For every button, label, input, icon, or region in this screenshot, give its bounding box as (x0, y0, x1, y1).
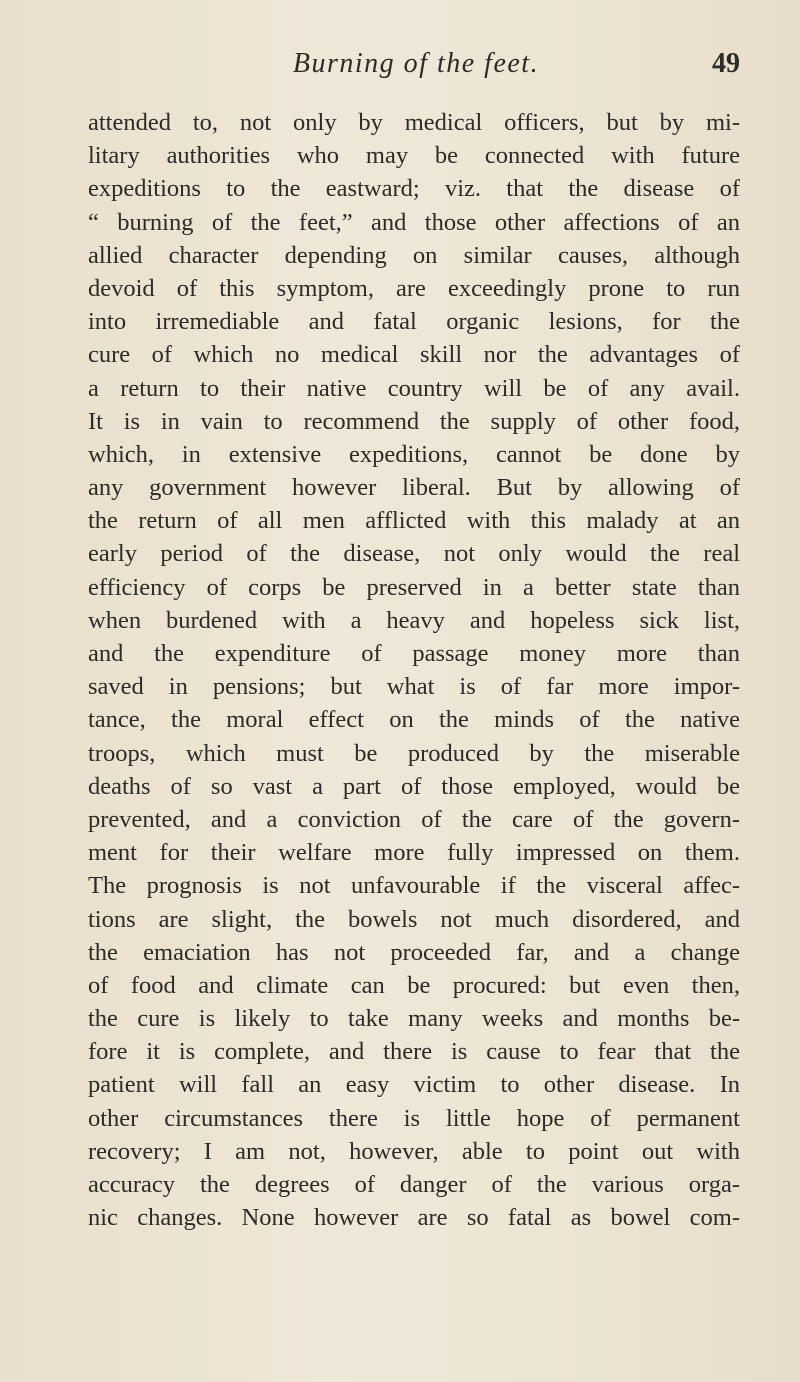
text-line: prevented, and a conviction of the care of the govern- (88, 805, 740, 833)
text-line: a return to their native country will be of any avail. (88, 374, 740, 402)
text-line: devoid of this symptom, are exceedingly prone to run (88, 274, 740, 302)
text-line: into irremediable and fatal organic lesions, for the (88, 308, 740, 336)
text-line: the return of all men afflicted with this malady at an (88, 507, 740, 535)
text-line: allied character depending on similar causes, although (88, 241, 740, 269)
text-line: fore it is complete, and there is cause to fear that the (88, 1038, 740, 1066)
text-line: of food and climate can be procured: but even then, (88, 971, 740, 999)
text-line: tions are slight, the bowels not much disordered, and (88, 905, 740, 933)
text-line: tance, the moral effect on the minds of the native (88, 706, 740, 734)
page-number: 49 (712, 48, 740, 79)
text-line: It is in vain to recommend the supply of other food, (88, 407, 740, 435)
text-line: early period of the disease, not only would the real (88, 540, 740, 568)
text-line: troops, which must be produced by the miserable (88, 739, 740, 767)
text-line: deaths of so vast a part of those employed, would be (88, 772, 740, 800)
text-line: “ burning of the feet,” and those other affections of an (88, 208, 740, 236)
text-line: when burdened with a heavy and hopeless sick list, (88, 606, 740, 634)
body-text (88, 106, 740, 1234)
text-line: the cure is likely to take many weeks and months be- (88, 1005, 740, 1033)
text-line: expeditions to the eastward; viz. that the disease of (88, 175, 740, 203)
text-line: ment for their welfare more fully impressed on them. (88, 839, 740, 867)
text-line: patient will fall an easy victim to other disease. In (88, 1071, 740, 1099)
text-line: accuracy the degrees of danger of the various orga- (88, 1171, 740, 1198)
text-line: attended to, not only by medical officers, but by mi- (88, 109, 740, 136)
text-line: the emaciation has not proceeded far, and a change (88, 938, 740, 966)
text-line: and the expenditure of passage money more than (88, 640, 740, 667)
text-line: litary authorities who may be connected with future (88, 142, 740, 170)
text-line: any government however liberal. But by allowing of (88, 474, 740, 502)
text-line: other circumstances there is little hope of permanent (88, 1104, 740, 1132)
text-line: cure of which no medical skill nor the advantages of (88, 341, 740, 369)
text-line: which, in extensive expeditions, cannot be done by (88, 440, 740, 468)
text-line: saved in pensions; but what is of far more impor- (88, 673, 740, 701)
text-line: efficiency of corps be preserved in a better state than (88, 573, 740, 601)
text-line: nic changes. None however are so fatal as bowel com- (88, 1204, 740, 1232)
running-head (92, 48, 740, 88)
running-head-title: Burning of the feet. (292, 48, 540, 79)
text-line: recovery; I am not, however, able to point out with (88, 1137, 740, 1165)
text-line: The prognosis is not unfavourable if the visceral affec- (88, 872, 740, 900)
